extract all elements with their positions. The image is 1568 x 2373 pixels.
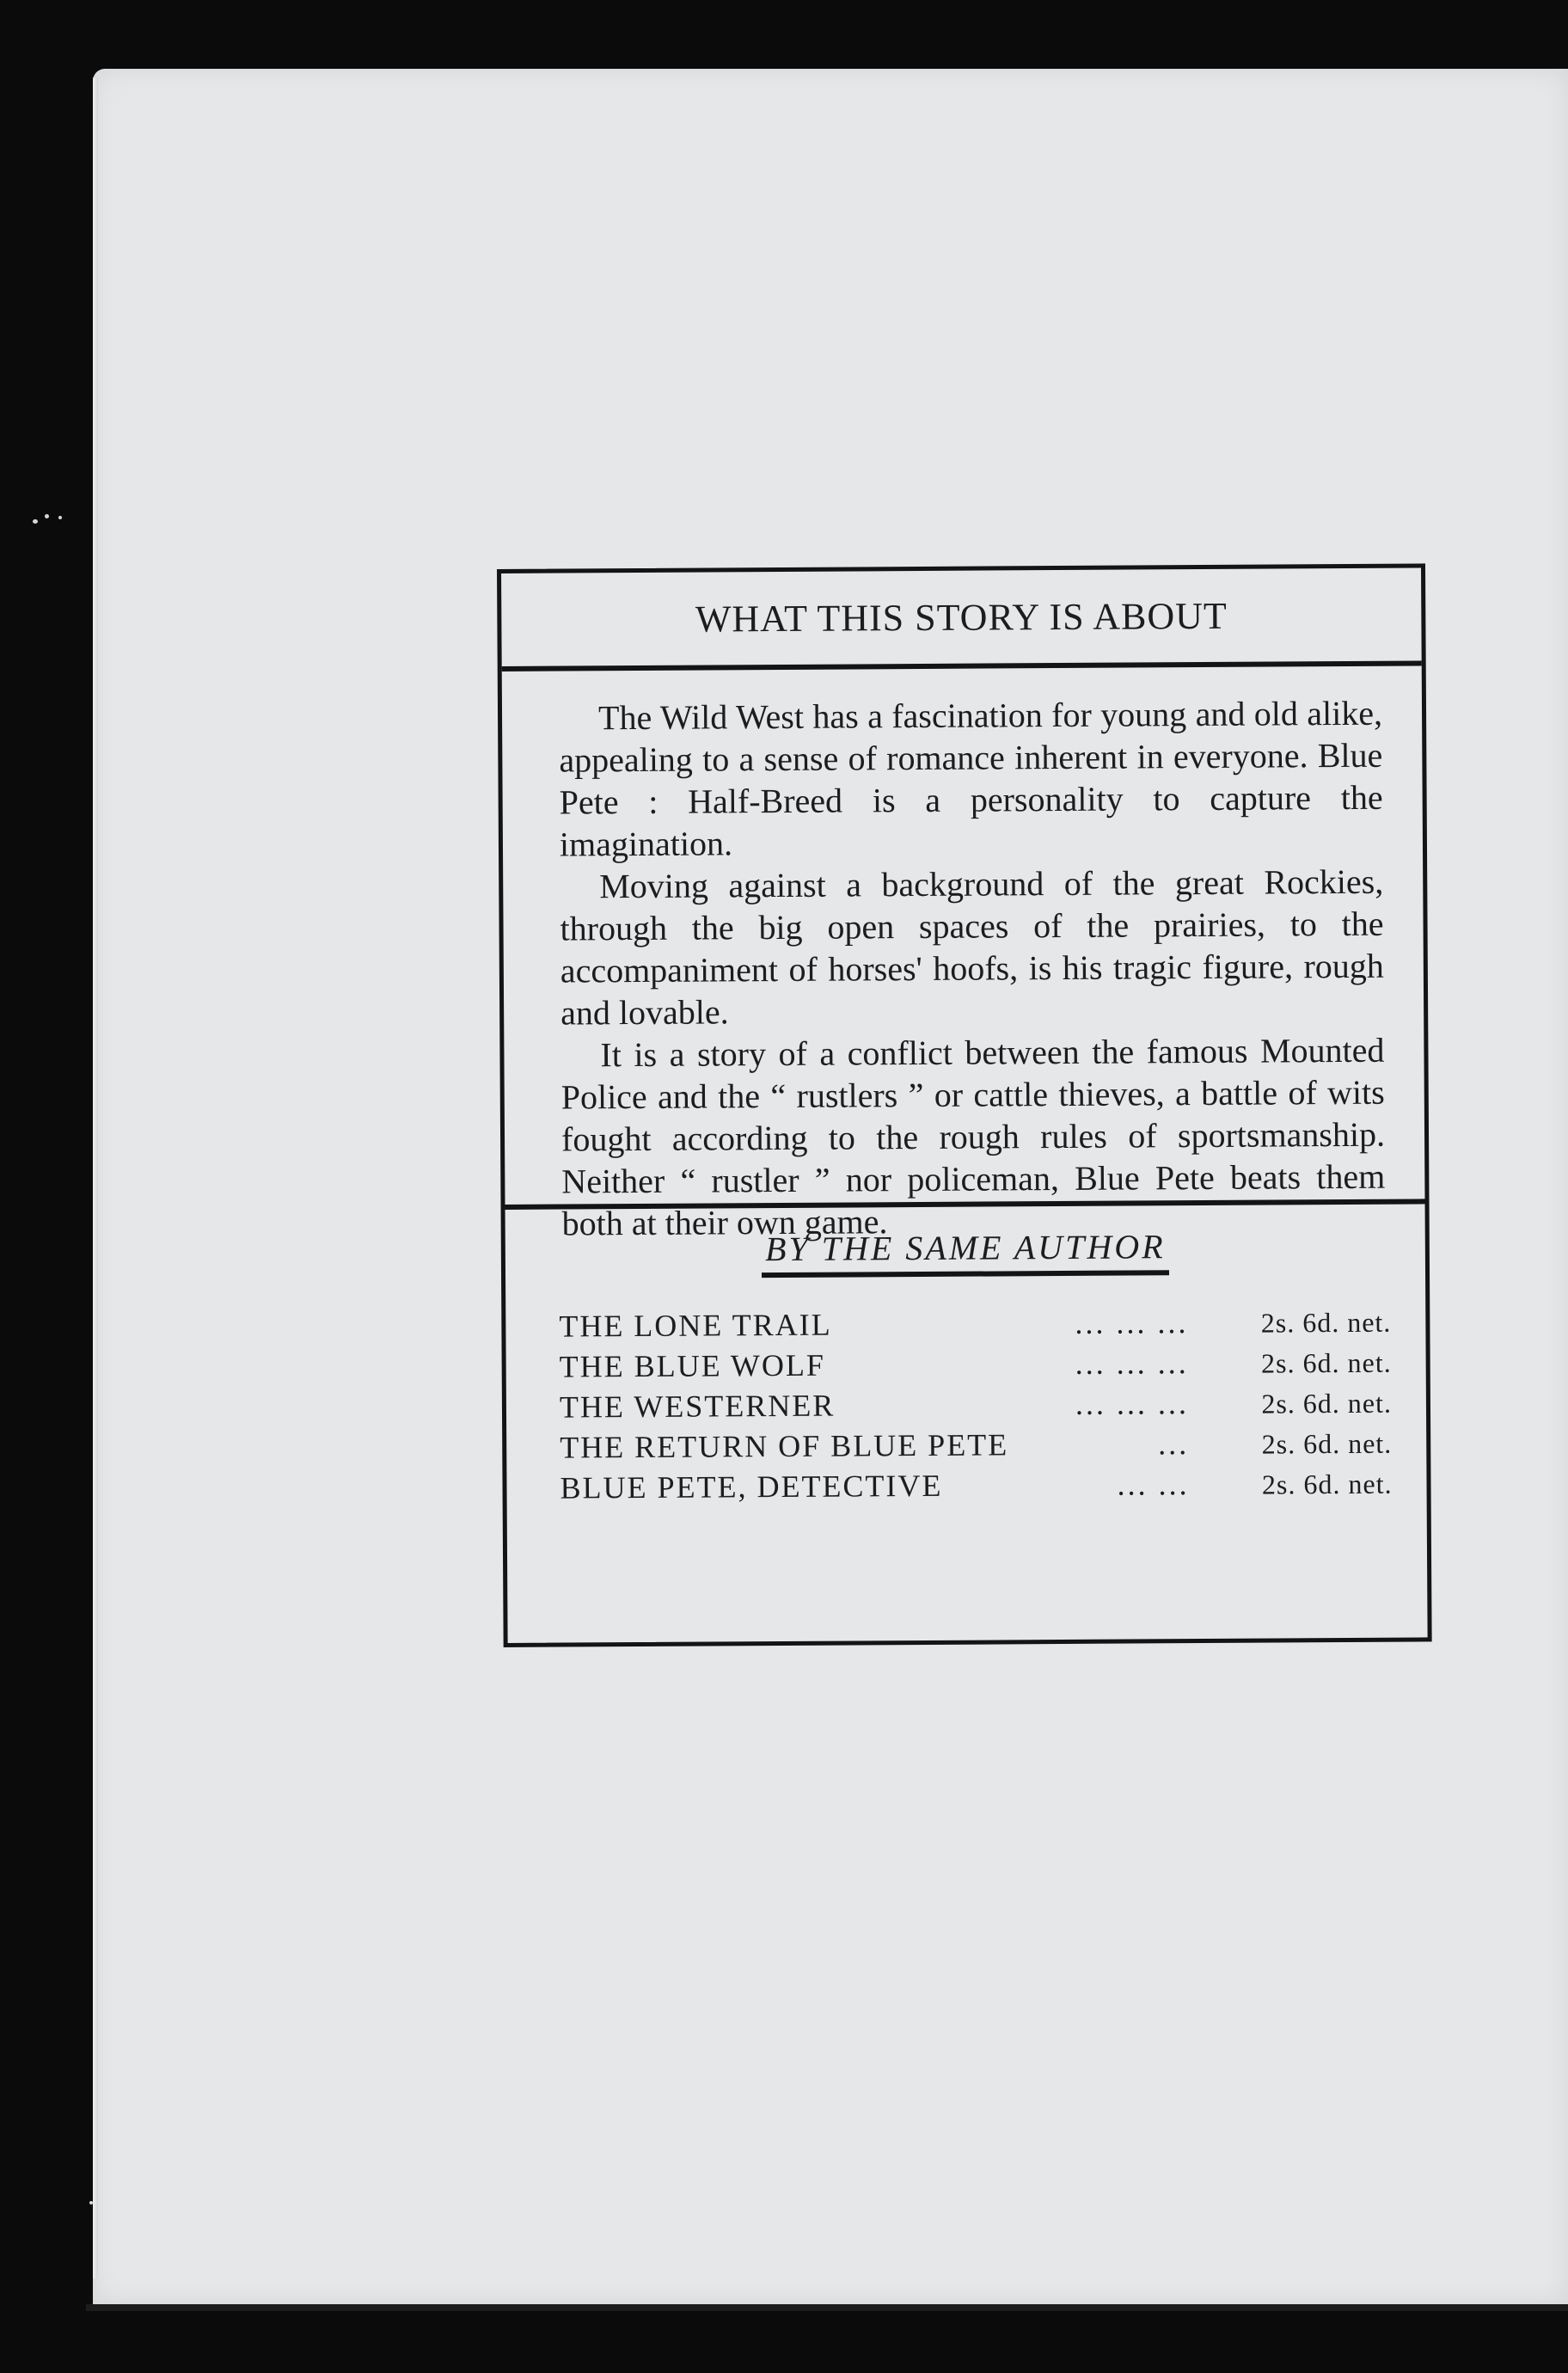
book-list-item — [560, 1423, 1392, 1469]
book-title: THE RETURN OF BLUE PETE — [560, 1427, 1009, 1465]
book-price: 2s. 6d. net. — [1261, 1387, 1393, 1420]
book-price: 2s. 6d. net. — [1261, 1427, 1393, 1460]
book-list — [559, 1302, 1392, 1509]
book-price: 2s. 6d. net. — [1261, 1468, 1393, 1500]
same-author-heading-text: BY THE SAME AUTHOR — [762, 1226, 1169, 1278]
publisher-notice-box — [497, 563, 1432, 1647]
page-gutter-edge — [93, 77, 98, 2278]
scan-speck — [33, 519, 38, 524]
book-list-item — [560, 1342, 1392, 1388]
description-paragraph: It is a story of a conflict between the famous Mounted Police and the “ rustlers ” or cattle thieves, a battle of wits fought according to the rough rules of sportsmanship. Neither “ rustler ” nor policeman, Blue Pete beats them both at their own game. — [560, 1030, 1386, 1243]
scan-speck — [58, 516, 62, 519]
leader-dots: ... ... ... — [1075, 1305, 1189, 1340]
story-description — [502, 665, 1425, 1243]
book-title: THE WESTERNER — [559, 1388, 836, 1425]
page-bottom-edge — [86, 2304, 1568, 2311]
book-list-item — [559, 1302, 1391, 1347]
leader-dots: ... ... ... — [1075, 1346, 1189, 1381]
description-paragraph: The Wild West has a fascination for young and old alike, appealing to a sense of romance inherent in everyone. Blue Pete : Half-Breed is a personality to capture the imagination. — [559, 693, 1383, 864]
book-title: THE LONE TRAIL — [559, 1307, 832, 1344]
book-price: 2s. 6d. net. — [1260, 1306, 1392, 1339]
book-title: BLUE PETE, DETECTIVE — [560, 1468, 943, 1505]
description-paragraph: Moving against a background of the great Rockies, through the big open spaces of the prairies, to the accompaniment of horses' hoofs, is his tragic figure, rough and lovable. — [560, 862, 1384, 1033]
book-list-item — [560, 1383, 1392, 1428]
book-price: 2s. 6d. net. — [1261, 1346, 1392, 1379]
scan-speck — [45, 514, 49, 518]
book-list-item — [560, 1463, 1392, 1509]
leader-dots: ... ... ... — [1075, 1386, 1190, 1421]
story-heading: WHAT THIS STORY IS ABOUT — [501, 567, 1422, 671]
leader-dots: ... — [1158, 1426, 1190, 1462]
leader-dots: ... ... — [1117, 1467, 1190, 1502]
book-title: THE BLUE WOLF — [559, 1347, 826, 1384]
